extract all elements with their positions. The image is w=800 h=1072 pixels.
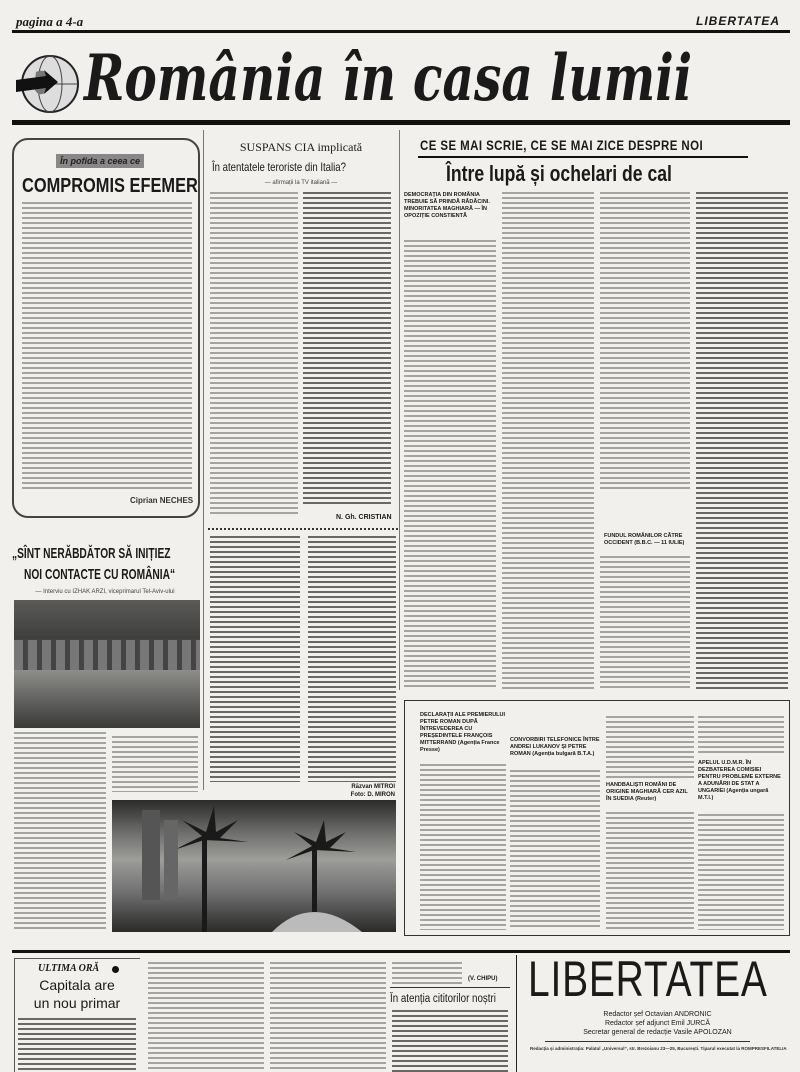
box-text-4 [606,812,694,930]
interview-headline-line2: NOI CONTACTE CU ROMÂNIA“ [24,566,176,583]
section-title: CE SE MAI SCRIE, CE SE MAI ZICE DESPRE NOI [420,138,704,153]
notice-title: În atenția cititorilor noștri [390,993,496,1005]
box-item-4: APELUL U.D.M.R. ÎN DEZBATEREA COMISIEI PENTRU PROBLEME EXTERNE A ADUNĂRII DE STAT A UNGARIEI (Agenția ungară M.T.I.) [698,760,781,801]
credits-rule [545,1041,750,1042]
interview-headline-line1: „SÎNT NERĂBDĂTOR SĂ INIȚIEZ [12,545,171,562]
masthead-rule [12,120,790,125]
interview-subtitle: — Interviu cu IZHAK ARZI, viceprimarul Tel-Aviv-ului [35,589,175,595]
photo-credit: Foto: D. MIRON [350,792,395,798]
box-text-2 [510,770,600,930]
right-body-text-3b [600,556,690,690]
interview-qa-text-1 [210,536,300,782]
column-divider [203,130,204,790]
box-text-5 [698,716,784,756]
notice-text [392,1010,508,1072]
header-paper-name: LIBERTATEA [696,14,780,28]
city-photo [14,600,200,728]
box-body-text [22,202,192,492]
ultima-ora-text [18,1018,136,1072]
credit-secretary: Secretar general de redacție Vasile APOLOZAN [583,1029,732,1036]
interview-qa-text-2 [308,536,396,782]
box-kicker: În pofida a ceea ce [56,154,144,168]
footer-masthead: LIBERTATEA [528,951,768,1007]
box-author: Ciprian NECHES [130,496,194,505]
bottom-text-1 [148,962,264,1072]
box-text-3 [606,716,694,778]
bottom-text-3 [392,962,462,984]
ultima-ora-headline-1: Capitala are [39,977,115,993]
right-body-text-4 [696,192,788,690]
section-rule [418,156,748,158]
palm-trees-photo [112,800,396,932]
column-divider [516,955,517,1072]
ultima-ora-headline-2: un nou primar [33,995,121,1011]
right-body-text-1 [404,240,496,690]
column-divider [399,130,400,690]
dotted-divider [208,528,398,530]
ultima-ora-kicker: ULTIMA ORĂ [38,963,100,974]
right-body-text-3 [600,192,690,492]
bottom-text-2 [270,962,386,1072]
middle-body-text-1 [210,192,298,514]
middle-subtitle: — afirmații la TV italiană — [264,180,338,186]
right-item-2: FUNDUL ROMÂNILOR CĂTRE OCCIDENT (B.B.C. — 11 IULIE) [604,533,685,546]
interview-body-text-2 [112,736,198,792]
notice-rule [390,987,510,988]
middle-headline: În atentatele teroriste din Italia? [212,160,346,174]
credit-deputy-editor: Redactor șef adjunct Emil JURCĂ [604,1020,711,1027]
masthead-title: România în casa lumii [84,41,693,116]
right-headline: Între lupă și ochelari de cal [446,161,672,186]
box-item-2: CONVORBIRI TELEFONICE ÎNTRE ANDREI LUKANOV ȘI PETRE ROMAN (Agenția bulgară B.T.A.) [510,737,600,757]
interview-body-text [14,732,106,932]
credit-editor-in-chief: Redactor șef Octavian ANDRONIC [603,1011,712,1018]
middle-body-text-2 [303,192,391,504]
imprint: Redacția și administrația: Palatul „Universul”, str. Brezoianu 23—25, București. Tiparul executat la ROMPRESFILATELIA [530,1046,787,1051]
box-text-1 [420,764,506,930]
notice-author: (V. CHIPU) [468,976,498,982]
globe-icon [14,50,82,118]
page-number: pagina a 4-a [16,14,84,29]
middle-kicker: SUSPANS CIA implicată [239,140,363,154]
right-item-1: DEMOCRAȚIA DIN ROMÂNIA TREBUIE SĂ PRINDĂ RĂDĂCINI. MINORITATEA MAGHIARĂ — ÎN OPOZIȚIE CONSTIENTĂ [404,192,490,219]
header-rule [12,30,790,33]
box-item-3: HANDBALIȘTI ROMÂNI DE ORIGINE MAGHIARĂ CER AZIL ÎN SUEDIA (Reuter) [606,782,688,802]
bullet-icon [112,966,119,973]
box-text-6 [698,814,784,930]
box-headline: COMPROMIS EFEMER [22,175,198,197]
box-item-1: DECLARAȚII ALE PREMIERULUI PETRE ROMAN DUPĂ ÎNTREVEDEREA CU PREȘEDINTELE FRANÇOIS MITTERRAND (Agenția France Presse) [420,712,506,753]
footer-credits [520,1010,795,1037]
middle-author: N. Gh. CRISTIAN [336,514,392,521]
author-credit: Răzvan MITROI [351,784,395,790]
right-body-text-2 [502,192,594,690]
